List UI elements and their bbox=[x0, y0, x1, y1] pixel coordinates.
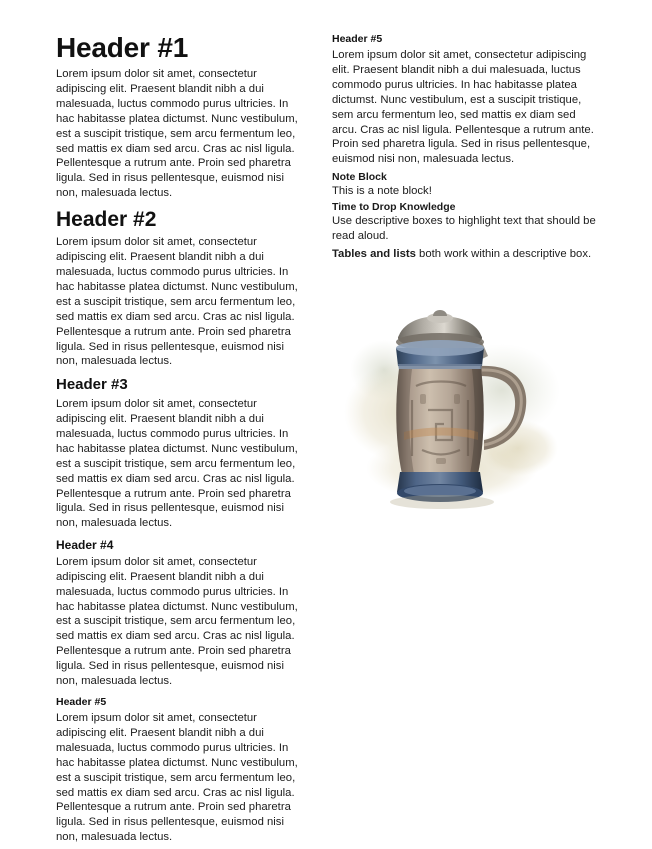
note-block-text: This is a note block! bbox=[332, 185, 432, 198]
descriptive-block-line-2-bold: Tables and lists bbox=[332, 248, 416, 261]
note-block-title: Note Block bbox=[332, 171, 387, 184]
body-paragraph-2: Lorem ipsum dolor sit amet, consectetur adipiscing elit. Praesent blandit nibh a dui malesuada, luctus commodo purus ultricies. In hac habitasse platea dictumst. Nunc vestibulum, est a suscipit tristique, sem arcu fermentum leo, sed mattis ex diam sed arcu. Cras ac nisl ligula. Pellentesque a rutrum ante. Proin sed pharetra ligula. Sed in risus pellentesque, euismod nisi non, malesuada lectus. bbox=[56, 236, 298, 368]
right-body-paragraph: Lorem ipsum dolor sit amet, consectetur adipiscing elit. Praesent blandit nibh a dui malesuada, luctus commodo purus ultricies. In hac habitasse platea dictumst. Nunc vestibulum, est a suscipit tristique, sem arcu fermentum leo, sed mattis ex diam sed arcu. Cras ac nisl ligula. Pellentesque a rutrum ante. Proin sed pharetra ligula. Sed in risus pellentesque, euismod nisi non, malesuada lectus. bbox=[332, 49, 594, 166]
section-heading-2: Header #2 bbox=[56, 208, 157, 232]
descriptive-block bbox=[332, 201, 600, 262]
body-paragraph-1: Lorem ipsum dolor sit amet, consectetur adipiscing elit. Praesent blandit nibh a dui malesuada, luctus commodo purus ultricies. In hac habitasse platea dictumst. Nunc vestibulum, est a suscipit tristique, sem arcu fermentum leo, sed mattis ex diam sed arcu. Cras ac nisl ligula. Pellentesque a rutrum ante. Proin sed pharetra ligula. Sed in risus pellentesque, euismod nisi non, malesuada lectus. bbox=[56, 68, 298, 200]
descriptive-block-line-2-rest: both work within a descriptive box. bbox=[415, 248, 592, 261]
beer-stein-illustration bbox=[332, 290, 582, 520]
descriptive-block-title: Time to Drop Knowledge bbox=[332, 201, 456, 214]
body-paragraph-5: Lorem ipsum dolor sit amet, consectetur adipiscing elit. Praesent blandit nibh a dui malesuada, luctus commodo purus ultricies. In hac habitasse platea dictumst. Nunc vestibulum, est a suscipit tristique, sem arcu fermentum leo, sed mattis ex diam sed arcu. Cras ac nisl ligula. Pellentesque a rutrum ante. Proin sed pharetra ligula. Sed in risus pellentesque, euismod nisi non, malesuada lectus. bbox=[56, 711, 298, 844]
section-heading-4: Header #4 bbox=[56, 538, 114, 553]
section-heading-3: Header #3 bbox=[56, 376, 128, 394]
descriptive-block-line-2 bbox=[332, 247, 600, 262]
body-paragraph-3: Lorem ipsum dolor sit amet, consectetur adipiscing elit. Praesent blandit nibh a dui malesuada, luctus commodo purus ultricies. In hac habitasse platea dictumst. Nunc vestibulum, est a suscipit tristique, sem arcu fermentum leo, sed mattis ex diam sed arcu. Cras ac nisl ligula. Pellentesque a rutrum ante. Proin sed pharetra ligula. Sed in risus pellentesque, euismod nisi non, malesuada lectus. bbox=[56, 398, 298, 530]
page-title: Header #1 bbox=[56, 32, 189, 63]
left-column bbox=[56, 34, 304, 849]
right-section-heading: Header #5 bbox=[332, 33, 383, 45]
note-block bbox=[332, 171, 600, 199]
body-paragraph-4: Lorem ipsum dolor sit amet, consectetur adipiscing elit. Praesent blandit nibh a dui malesuada, luctus commodo purus ultricies. In hac habitasse platea dictumst. Nunc vestibulum, est a suscipit tristique, sem arcu fermentum leo, sed mattis ex diam sed arcu. Cras ac nisl ligula. Pellentesque a rutrum ante. Proin sed pharetra ligula. Sed in risus pellentesque, euismod nisi non, malesuada lectus. bbox=[56, 555, 298, 688]
right-column bbox=[332, 34, 600, 265]
descriptive-block-line-1: Use descriptive boxes to highlight text that should be read aloud. bbox=[332, 215, 596, 243]
section-heading-5: Header #5 bbox=[56, 695, 107, 708]
